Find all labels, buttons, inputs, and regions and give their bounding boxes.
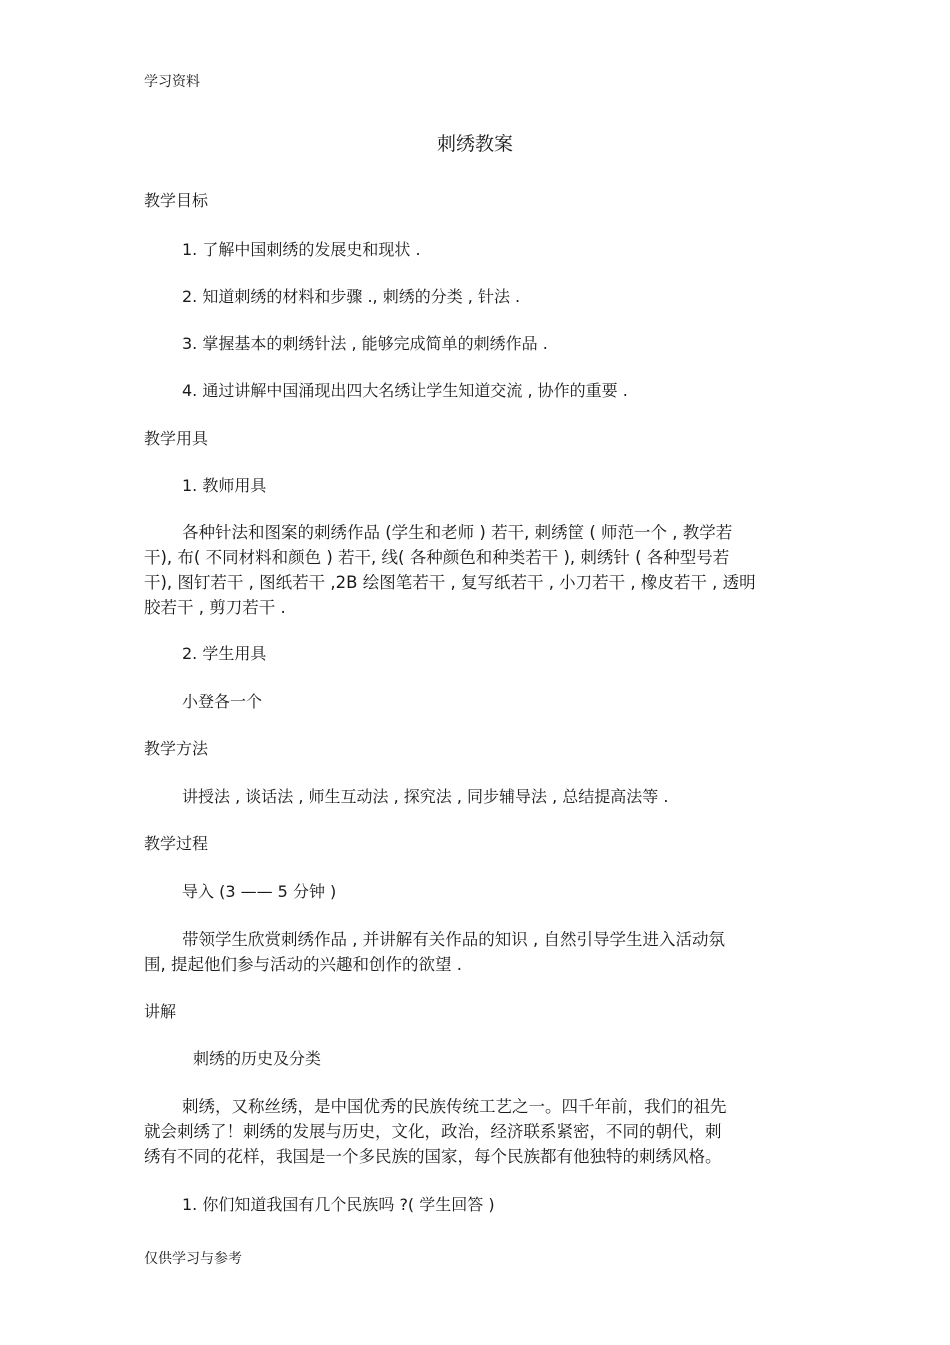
paragraph-line: 刺绣，又称丝绣，是中国优秀的民族传统工艺之一。四千年前，我们的祖先 bbox=[182, 1097, 727, 1116]
section-heading-process: 教学过程 bbox=[144, 834, 209, 853]
header-label: 学习资料 bbox=[144, 74, 200, 90]
paragraph-line: 干), 布( 不同材料和颜色 ) 若干, 线( 各种颜色和种类若干 ), 刺绣针 ( 各种型号若 bbox=[144, 548, 730, 567]
objective-item: 4. 通过讲解中国涌现出四大名绣让学生知道交流 , 协作的重要 . bbox=[182, 381, 628, 400]
footer-label: 仅供学习与参考 bbox=[144, 1251, 242, 1267]
objective-item: 2. 知道刺绣的材料和步骤 ., 刺绣的分类 , 针法 . bbox=[182, 287, 521, 306]
intro-label: 导入 (3 —— 5 分钟 ) bbox=[182, 882, 337, 901]
paragraph-line: 带领学生欣赏刺绣作品 , 并讲解有关作品的知识 , 自然引导学生进入活动氛 bbox=[182, 930, 725, 949]
paragraph-line: 胶若干 , 剪刀若干 . bbox=[144, 598, 286, 617]
lecture-paragraph bbox=[144, 1094, 804, 1169]
section-heading-methods: 教学方法 bbox=[144, 739, 209, 758]
objective-item: 1. 了解中国刺绣的发展史和现状 . bbox=[182, 240, 421, 259]
section-heading-objectives: 教学目标 bbox=[144, 191, 209, 210]
methods-text: 讲授法 , 谈话法 , 师生互动法 , 探究法 , 同步辅导法 , 总结提高法等 . bbox=[182, 787, 669, 806]
lecture-subheading: 刺绣的历史及分类 bbox=[193, 1049, 322, 1068]
paragraph-line: 各种针法和图案的刺绣作品 (学生和老师 ) 若干, 刺绣筐 ( 师范一个 , 教学若 bbox=[182, 523, 733, 542]
student-tools-label: 2. 学生用具 bbox=[182, 644, 267, 663]
document-title: 刺绣教案 bbox=[436, 133, 513, 155]
paragraph-line: 围, 提起他们参与活动的兴趣和创作的欲望 . bbox=[144, 955, 462, 974]
paragraph-line: 干), 图钉若干 , 图纸若干 ,2B 绘图笔若干 , 复写纸若干 , 小刀若干 , 橡皮若干 , 透明 bbox=[144, 573, 756, 592]
paragraph-line: 就会刺绣了！刺绣的发展与历史，文化，政治，经济联系紧密，不同的朝代，刺 bbox=[144, 1122, 722, 1141]
objective-item: 3. 掌握基本的刺绣针法 , 能够完成简单的刺绣作品 . bbox=[182, 334, 548, 353]
teacher-tools-label: 1. 教师用具 bbox=[182, 476, 267, 495]
lecture-question: 1. 你们知道我国有几个民族吗 ?( 学生回答 ) bbox=[182, 1195, 495, 1214]
student-tools-text: 小登各一个 bbox=[182, 692, 263, 711]
section-heading-tools: 教学用具 bbox=[144, 429, 209, 448]
intro-paragraph bbox=[144, 927, 804, 977]
teacher-tools-paragraph bbox=[144, 520, 804, 620]
paragraph-line: 绣有不同的花样，我国是一个多民族的国家，每个民族都有他独特的刺绣风格。 bbox=[144, 1147, 722, 1166]
section-heading-lecture: 讲解 bbox=[144, 1002, 177, 1021]
